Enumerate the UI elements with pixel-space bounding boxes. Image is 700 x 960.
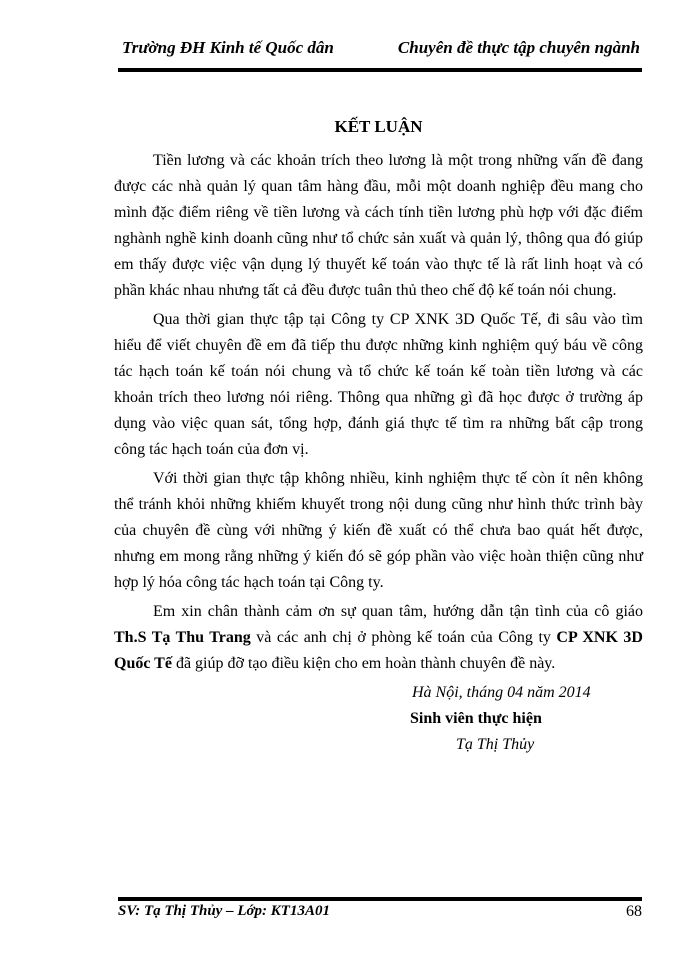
signature-block [114,680,643,758]
paragraph-1: Tiền lương và các khoản trích theo lương là một trong những vấn đề đang được các nhà quản lý quan tâm hàng đầu, mỗi một doanh nghiệp đều mang cho mình đặc điểm riêng về tiền lương và cách tính tiền lương phù hợp với đặc điểm nghành nghề kinh doanh cũng như tổ chức sản xuất và quản lý, thông qua đó giúp em thấy được việc vận dụng lý thuyết kế toán vào thực tế là rất linh hoạt và có phần khác nhau nhưng tất cả đều được tuân thủ theo chế độ kế toán nói chung. [114,152,643,299]
signature-role: Sinh viên thực hiện [410,710,542,727]
page-header [122,38,640,68]
paragraph-4-text-1: Em xin chân thành cảm ơn sự quan tâm, hướng dẫn tận tình của cô giáo [153,603,643,620]
page-footer [118,903,642,927]
page-title: KẾT LUẬN [334,117,423,136]
signature-name: Tạ Thị Thủy [456,736,535,753]
paragraph-4 [114,599,643,677]
paragraph-4-text-2: và các anh chị ở phòng kế toán của Công ty [250,629,557,646]
paragraph-2: Qua thời gian thực tập tại Công ty CP XNK 3D Quốc Tế, đi sâu vào tìm hiểu để viết chuyên đề em đã tiếp thu được những kinh nghiệm quý báu về công tác hạch toán kế toán nói chung và tổ chức kế toán kế toàn tiền lương và các khoản trích theo lương nói riêng. Thông qua những gì đã học được ở trường áp dụng vào việc quan sát, tổng hợp, đánh giá thực tế tìm ra những bất cập trong công tác hạch toán của đơn vị. [114,311,643,458]
paragraph-3: Với thời gian thực tập không nhiều, kinh nghiệm thực tế còn ít nên không thể tránh khỏi những khiếm khuyết trong nội dung cũng như hình thức trình bày của chuyên đề cùng với những ý kiến đề xuất có thể chưa bao quát hết được, nhưng em mong rằng những ý kiến đó sẽ góp phần vào việc hoàn thiện cũng như hợp lý hóa công tác hạch toán tại Công ty. [114,470,643,591]
supervisor-name: Th.S Tạ Thu Trang [114,629,251,646]
footer-student-info: SV: Tạ Thị Thủy – Lớp: KT13A01 [118,903,330,919]
paragraph-4-text-3: đã giúp đỡ tạo điều kiện cho em hoàn thành chuyên đề này. [171,655,556,672]
company-name: CP XNK 3D Quốc Tế [114,629,643,672]
header-report-type: Chuyên đề thực tập chuyên ngành [397,38,640,57]
page-content [114,114,643,758]
signature-place-date: Hà Nội, tháng 04 năm 2014 [412,684,591,701]
page-number: 68 [626,903,642,920]
header-rule [118,68,642,72]
footer-rule [118,897,642,901]
header-university: Trường ĐH Kinh tế Quốc dân [122,38,334,57]
